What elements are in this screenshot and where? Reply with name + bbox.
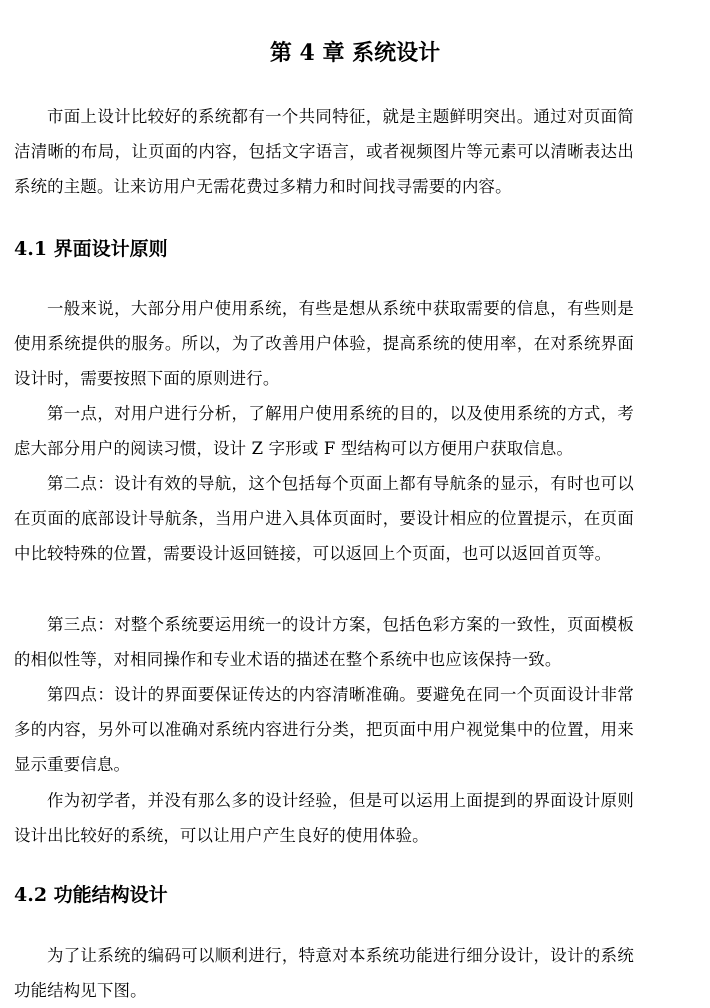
chapter-title: 第 4 章 系统设计	[269, 40, 441, 66]
section-title-4-2: 4.2 功能结构设计	[14, 884, 168, 906]
section-4-1-paragraph-3: 第二点：设计有效的导航，这个包括每个页面上都有导航条的显示，有时也可以在页面的底部设计导航条，当用户进入具体页面时，要设计相应的位置提示，在页面中比较特殊的位置，需要设计返回链接，可以返回上个页面，也可以返回首页等。	[14, 474, 634, 563]
section-4-2-paragraph-1: 为了让系统的编码可以顺利进行，特意对本系统功能进行细分设计，设计的系统功能结构见下图。	[14, 946, 634, 1000]
section-title-4-1: 4.1 界面设计原则	[14, 238, 168, 260]
section-4-1-paragraph-1: 一般来说，大部分用户使用系统，有些是想从系统中获取需要的信息，有些则是使用系统提供的服务。所以，为了改善用户体验，提高系统的使用率，在对系统界面设计时，需要按照下面的原则进行。	[14, 299, 634, 388]
section-4-1-paragraph-2: 第一点，对用户进行分析，了解用户使用系统的目的，以及使用系统的方式，考虑大部分用户的阅读习惯，设计 Z 字形或 F 型结构可以方便用户获取信息。	[14, 404, 634, 458]
section-4-1-paragraph-4: 第三点：对整个系统要运用统一的设计方案，包括色彩方案的一致性，页面模板的相似性等，对相同操作和专业术语的描述在整个系统中也应该保持一致。	[14, 615, 634, 669]
section-4-1-paragraph-6: 作为初学者，并没有那么多的设计经验，但是可以运用上面提到的界面设计原则设计出比较好的系统，可以让用户产生良好的使用体验。	[14, 791, 634, 845]
section-4-1-paragraph-5: 第四点：设计的界面要保证传达的内容清晰准确。要避免在同一个页面设计非常多的内容，另外可以准确对系统内容进行分类，把页面中用户视觉集中的位置，用来显示重要信息。	[14, 685, 634, 774]
intro-paragraph: 市面上设计比较好的系统都有一个共同特征，就是主题鲜明突出。通过对页面简洁清晰的布局，让页面的内容，包括文字语言，或者视频图片等元素可以清晰表达出系统的主题。让来访用户无需花费过多精力和时间找寻需要的内容。	[14, 107, 634, 196]
